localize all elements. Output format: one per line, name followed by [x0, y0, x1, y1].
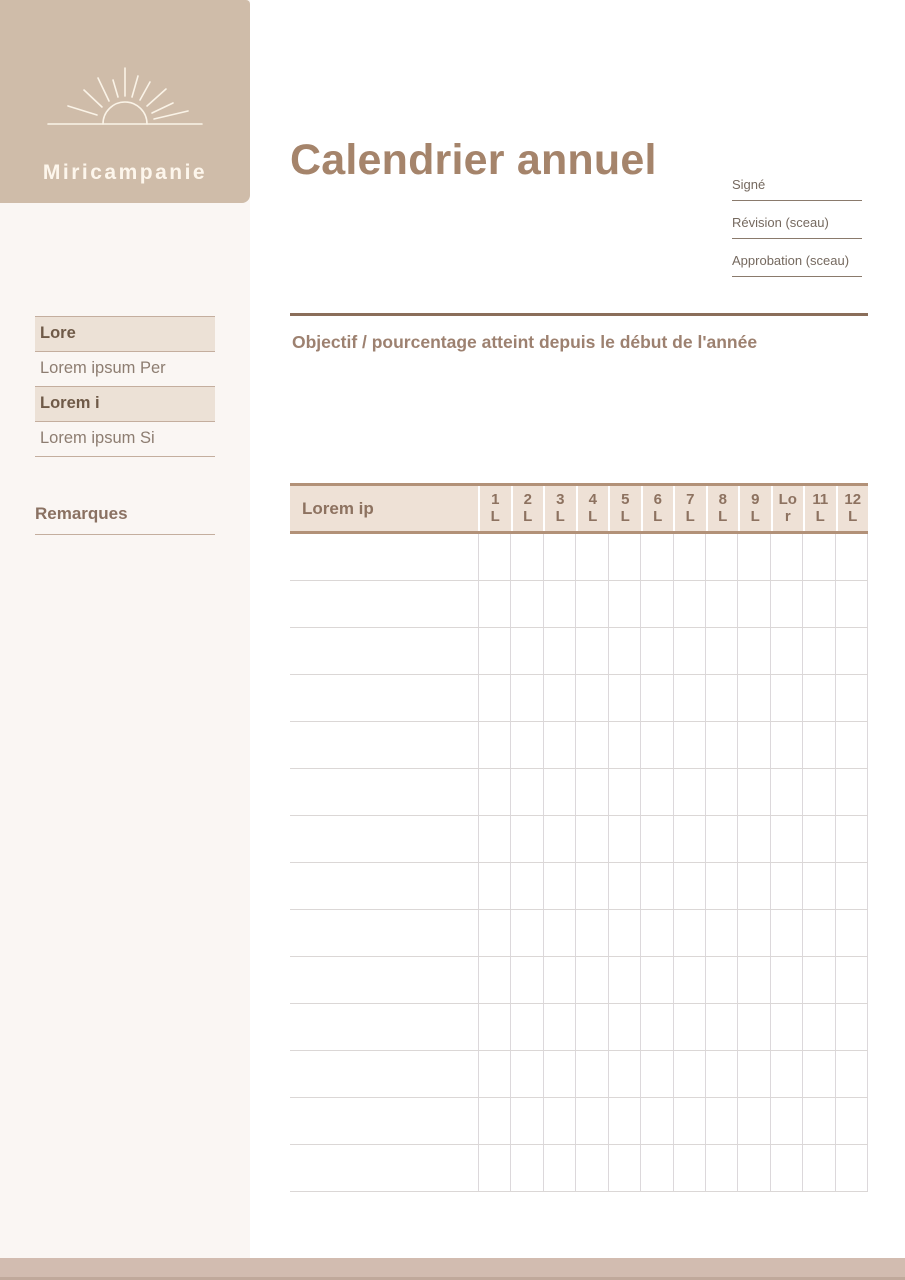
grid-cell[interactable] — [510, 816, 542, 862]
grid-cell[interactable] — [770, 722, 802, 768]
grid-cell[interactable] — [802, 1051, 834, 1097]
grid-cell[interactable] — [705, 1004, 737, 1050]
month-column-header: 6 L — [641, 486, 674, 531]
grid-cell[interactable] — [737, 863, 769, 909]
grid-cell[interactable] — [575, 1051, 607, 1097]
section-divider — [290, 313, 868, 316]
grid-cell[interactable] — [705, 534, 737, 580]
grid-cell[interactable] — [543, 1004, 575, 1050]
grid-cell[interactable] — [608, 581, 640, 627]
grid-cell[interactable] — [770, 534, 802, 580]
grid-cell[interactable] — [640, 910, 672, 956]
grid-cell[interactable] — [770, 957, 802, 1003]
table-row — [290, 910, 868, 957]
grid-cell[interactable] — [673, 628, 705, 674]
grid-cell[interactable] — [640, 863, 672, 909]
grid-cell[interactable] — [510, 769, 542, 815]
grid-cell[interactable] — [510, 910, 542, 956]
row-label-cell[interactable] — [290, 1098, 478, 1144]
table-row — [290, 1004, 868, 1051]
table-row — [290, 1145, 868, 1192]
grid-cell[interactable] — [575, 910, 607, 956]
grid-cell[interactable] — [510, 628, 542, 674]
grid-cell[interactable] — [673, 1004, 705, 1050]
brand-block — [0, 0, 250, 203]
grid-cell[interactable] — [770, 769, 802, 815]
row-label-cell[interactable] — [290, 628, 478, 674]
grid-cell[interactable] — [575, 1145, 607, 1191]
grid-cell[interactable] — [705, 1098, 737, 1144]
grid-cell[interactable] — [543, 1145, 575, 1191]
grid-cell[interactable] — [835, 722, 868, 768]
grid-cell[interactable] — [705, 863, 737, 909]
grid-cell[interactable] — [737, 675, 769, 721]
grid-cell[interactable] — [705, 628, 737, 674]
sidebar-menu — [35, 316, 215, 457]
grid-cell[interactable] — [770, 1051, 802, 1097]
grid-cell[interactable] — [543, 1051, 575, 1097]
grid-cell[interactable] — [705, 581, 737, 627]
table-row — [290, 1098, 868, 1145]
grid-cell[interactable] — [543, 675, 575, 721]
grid-cell[interactable] — [575, 1098, 607, 1144]
grid-cell[interactable] — [673, 1145, 705, 1191]
month-column-header: 4 L — [576, 486, 609, 531]
grid-cell[interactable] — [835, 1145, 868, 1191]
row-label-cell[interactable] — [290, 816, 478, 862]
grid-cell[interactable] — [543, 910, 575, 956]
grid-cell[interactable] — [478, 1145, 510, 1191]
grid-cell[interactable] — [802, 1098, 834, 1144]
grid-cell[interactable] — [673, 675, 705, 721]
grid-cell[interactable] — [543, 957, 575, 1003]
footer-bar — [0, 1258, 905, 1280]
grid-cell[interactable] — [673, 816, 705, 862]
sidebar-item[interactable]: Lorem ipsum Per — [35, 352, 215, 387]
grid-cell[interactable] — [543, 863, 575, 909]
grid-cell[interactable] — [802, 910, 834, 956]
grid-cell[interactable] — [640, 1004, 672, 1050]
grid-cell[interactable] — [737, 1004, 769, 1050]
grid-cell[interactable] — [608, 910, 640, 956]
grid-cell[interactable] — [737, 1145, 769, 1191]
table-row — [290, 957, 868, 1004]
page-title: Calendrier annuel — [290, 136, 657, 184]
row-label-cell[interactable] — [290, 1145, 478, 1191]
row-label-cell[interactable] — [290, 957, 478, 1003]
grid-cell[interactable] — [673, 722, 705, 768]
grid-cell[interactable] — [770, 1145, 802, 1191]
grid-cell[interactable] — [510, 534, 542, 580]
grid-cell[interactable] — [737, 628, 769, 674]
grid-cell[interactable] — [608, 1051, 640, 1097]
grid-cell[interactable] — [705, 1051, 737, 1097]
grid-cell[interactable] — [802, 1145, 834, 1191]
grid-cell[interactable] — [705, 675, 737, 721]
grid-cell[interactable] — [737, 1098, 769, 1144]
grid-cell[interactable] — [770, 1098, 802, 1144]
table-row — [290, 534, 868, 581]
section-heading: Objectif / pourcentage atteint depuis le début de l'année — [292, 332, 758, 352]
table-row — [290, 1051, 868, 1098]
grid-cell[interactable] — [737, 1051, 769, 1097]
grid-cell[interactable] — [705, 910, 737, 956]
grid-cell[interactable] — [835, 1051, 868, 1097]
brand-name: Miricampanie — [42, 161, 208, 184]
grid-cell[interactable] — [608, 769, 640, 815]
grid-cell[interactable] — [510, 863, 542, 909]
grid-cell[interactable] — [802, 675, 834, 721]
grid-cell[interactable] — [835, 910, 868, 956]
month-column-header: 7 L — [673, 486, 706, 531]
grid-cell[interactable] — [835, 1004, 868, 1050]
grid-cell[interactable] — [510, 1051, 542, 1097]
grid-cell[interactable] — [640, 722, 672, 768]
grid-cell[interactable] — [478, 1098, 510, 1144]
grid-cell[interactable] — [543, 534, 575, 580]
grid-cell[interactable] — [640, 957, 672, 1003]
grid-cell[interactable] — [478, 910, 510, 956]
grid-cell[interactable] — [543, 581, 575, 627]
grid-cell[interactable] — [737, 910, 769, 956]
grid-cell[interactable] — [835, 957, 868, 1003]
grid-cell[interactable] — [608, 863, 640, 909]
grid-cell[interactable] — [608, 957, 640, 1003]
row-label-cell[interactable] — [290, 581, 478, 627]
grid-cell[interactable] — [478, 1051, 510, 1097]
grid-cell[interactable] — [608, 816, 640, 862]
grid-cell[interactable] — [802, 722, 834, 768]
notes-heading: Remarques — [35, 504, 215, 535]
grid-cell[interactable] — [640, 534, 672, 580]
grid-cell[interactable] — [673, 1051, 705, 1097]
grid-cell[interactable] — [608, 628, 640, 674]
grid-cell[interactable] — [478, 769, 510, 815]
table-row — [290, 722, 868, 769]
row-label-cell[interactable] — [290, 1004, 478, 1050]
grid-cell[interactable] — [640, 816, 672, 862]
signature-label: Révision (sceau) — [732, 215, 829, 230]
grid-cell[interactable] — [575, 534, 607, 580]
month-column-header: 2 L — [511, 486, 544, 531]
grid-cell[interactable] — [575, 863, 607, 909]
grid-cell[interactable] — [673, 769, 705, 815]
grid-cell[interactable] — [640, 628, 672, 674]
grid-cell[interactable] — [802, 628, 834, 674]
grid-cell[interactable] — [802, 957, 834, 1003]
grid-cell[interactable] — [835, 1098, 868, 1144]
grid-cell[interactable] — [543, 769, 575, 815]
grid-cell[interactable] — [835, 628, 868, 674]
month-column-header: 12 L — [836, 486, 869, 531]
row-label-cell[interactable] — [290, 769, 478, 815]
sidebar-item[interactable]: Lorem i — [35, 387, 215, 422]
table-row — [290, 675, 868, 722]
grid-cell[interactable] — [608, 722, 640, 768]
grid-cell[interactable] — [770, 816, 802, 862]
grid-cell[interactable] — [835, 816, 868, 862]
grid-cell[interactable] — [510, 1004, 542, 1050]
grid-cell[interactable] — [802, 534, 834, 580]
grid-cell[interactable] — [608, 534, 640, 580]
grid-cell[interactable] — [543, 1098, 575, 1144]
grid-cell[interactable] — [705, 957, 737, 1003]
sunrise-icon — [40, 62, 210, 159]
grid-cell[interactable] — [802, 863, 834, 909]
grid-cell[interactable] — [640, 769, 672, 815]
table-row — [290, 769, 868, 816]
grid-cell[interactable] — [575, 722, 607, 768]
table-row — [290, 628, 868, 675]
grid-cell[interactable] — [478, 675, 510, 721]
month-column-header: 8 L — [706, 486, 739, 531]
grid-cell[interactable] — [575, 957, 607, 1003]
grid-cell[interactable] — [510, 581, 542, 627]
grid-cell[interactable] — [543, 816, 575, 862]
signature-label: Signé — [732, 177, 766, 192]
grid-cell[interactable] — [608, 1098, 640, 1144]
row-label-cell[interactable] — [290, 910, 478, 956]
grid-cell[interactable] — [835, 581, 868, 627]
signature-field-signed[interactable] — [732, 176, 862, 201]
grid-cell[interactable] — [575, 816, 607, 862]
signature-label: Approbation (sceau) — [732, 253, 850, 268]
grid-cell[interactable] — [770, 581, 802, 627]
row-label-cell[interactable] — [290, 722, 478, 768]
grid-cell[interactable] — [673, 581, 705, 627]
grid-cell[interactable] — [705, 816, 737, 862]
month-column-header: 3 L — [543, 486, 576, 531]
grid-cell[interactable] — [575, 581, 607, 627]
grid-cell[interactable] — [510, 722, 542, 768]
signature-field-approval[interactable] — [732, 252, 862, 277]
grid-cell[interactable] — [478, 581, 510, 627]
grid-cell[interactable] — [543, 628, 575, 674]
table-row — [290, 581, 868, 628]
row-label-cell[interactable] — [290, 1051, 478, 1097]
grid-cell[interactable] — [510, 1098, 542, 1144]
grid-cell[interactable] — [608, 1145, 640, 1191]
grid-cell[interactable] — [510, 1145, 542, 1191]
month-column-header: 9 L — [738, 486, 771, 531]
grid-cell[interactable] — [673, 863, 705, 909]
grid-cell[interactable] — [705, 769, 737, 815]
grid-cell[interactable] — [478, 816, 510, 862]
first-column-header: Lorem ip — [302, 498, 374, 518]
grid-cell[interactable] — [737, 816, 769, 862]
grid-cell[interactable] — [640, 675, 672, 721]
month-column-header: 1 L — [478, 486, 511, 531]
grid-cell[interactable] — [835, 534, 868, 580]
grid-cell[interactable] — [737, 957, 769, 1003]
row-label-cell[interactable] — [290, 863, 478, 909]
grid-cell[interactable] — [802, 581, 834, 627]
grid-cell[interactable] — [575, 1004, 607, 1050]
grid-cell[interactable] — [640, 581, 672, 627]
grid-cell[interactable] — [478, 722, 510, 768]
row-label-cell[interactable] — [290, 675, 478, 721]
grid-cell[interactable] — [673, 534, 705, 580]
grid-cell[interactable] — [510, 675, 542, 721]
grid-cell[interactable] — [478, 534, 510, 580]
grid-cell[interactable] — [802, 1004, 834, 1050]
grid-cell[interactable] — [673, 1098, 705, 1144]
calendar-table — [290, 483, 868, 1192]
table-row — [290, 863, 868, 910]
grid-cell[interactable] — [575, 675, 607, 721]
grid-cell[interactable] — [478, 628, 510, 674]
row-label-cell[interactable] — [290, 534, 478, 580]
grid-cell[interactable] — [737, 581, 769, 627]
grid-cell[interactable] — [835, 863, 868, 909]
grid-cell[interactable] — [640, 1051, 672, 1097]
table-header-row — [290, 483, 868, 534]
month-column-header: 5 L — [608, 486, 641, 531]
grid-cell[interactable] — [478, 1004, 510, 1050]
grid-cell[interactable] — [478, 957, 510, 1003]
sidebar-item[interactable]: Lorem ipsum Si — [35, 422, 215, 457]
grid-cell[interactable] — [737, 722, 769, 768]
grid-cell[interactable] — [802, 816, 834, 862]
signature-field-revision[interactable] — [732, 214, 862, 239]
table-row — [290, 816, 868, 863]
grid-cell[interactable] — [575, 628, 607, 674]
grid-cell[interactable] — [770, 1004, 802, 1050]
grid-cell[interactable] — [543, 722, 575, 768]
grid-cell[interactable] — [835, 675, 868, 721]
grid-cell[interactable] — [770, 628, 802, 674]
grid-cell[interactable] — [737, 769, 769, 815]
grid-cell[interactable] — [575, 769, 607, 815]
grid-cell[interactable] — [640, 1145, 672, 1191]
grid-cell[interactable] — [835, 769, 868, 815]
month-column-header: Lor — [771, 486, 804, 531]
grid-cell[interactable] — [510, 957, 542, 1003]
grid-cell[interactable] — [770, 675, 802, 721]
grid-cell[interactable] — [608, 675, 640, 721]
grid-cell[interactable] — [705, 722, 737, 768]
grid-cell[interactable] — [673, 957, 705, 1003]
grid-cell[interactable] — [640, 1098, 672, 1144]
sidebar-item[interactable]: Lore — [35, 317, 215, 352]
grid-cell[interactable] — [770, 863, 802, 909]
table-body — [290, 534, 868, 1192]
month-column-header: 11 L — [803, 486, 836, 531]
grid-cell[interactable] — [737, 534, 769, 580]
grid-cell[interactable] — [802, 769, 834, 815]
grid-cell[interactable] — [673, 910, 705, 956]
grid-cell[interactable] — [770, 910, 802, 956]
grid-cell[interactable] — [608, 1004, 640, 1050]
grid-cell[interactable] — [705, 1145, 737, 1191]
signature-block — [732, 176, 862, 290]
grid-cell[interactable] — [478, 863, 510, 909]
